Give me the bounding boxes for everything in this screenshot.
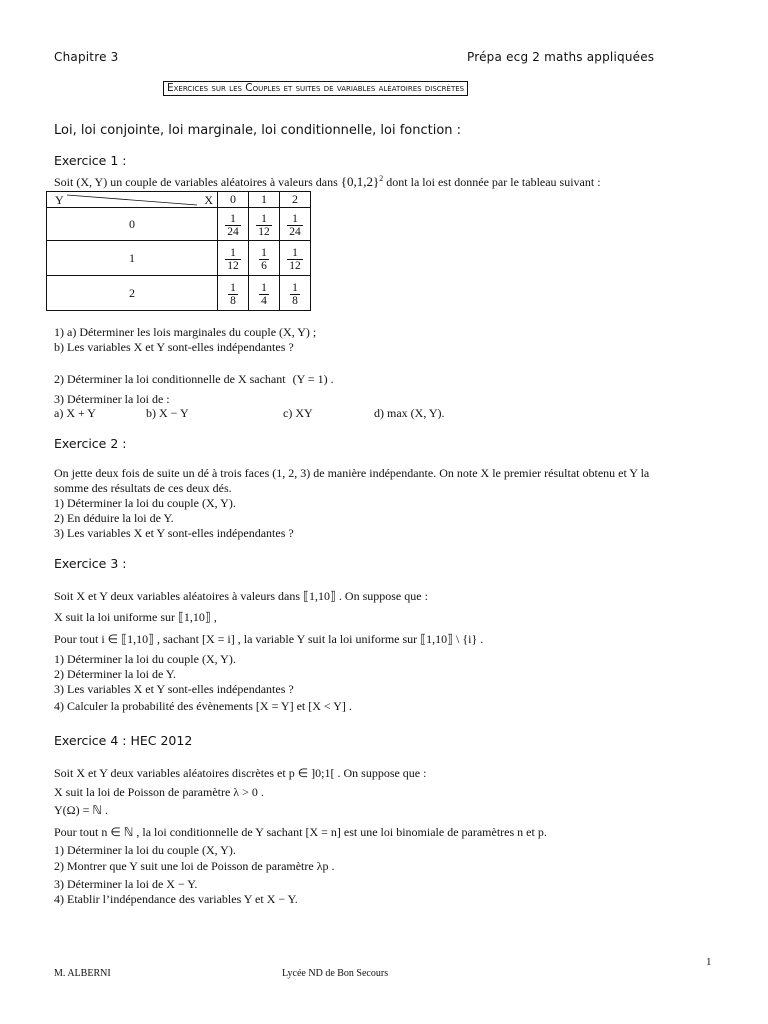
- intro-set: {0,1,2}: [340, 174, 380, 189]
- document-title: Exercices sur les Couples et suites de variables aléatoires discrètes: [163, 81, 468, 96]
- header-chapter: Chapitre 3: [54, 50, 119, 64]
- ex2-question-1: 1) Déterminer la loi du couple (X, Y).: [54, 496, 236, 510]
- exercise-1-intro: [54, 172, 601, 189]
- ex3-line: Pour tout i ∈ ⟦1,10⟧ , sachant [X = i] , la variable Y suit la loi uniforme sur ⟦1,10⟧ \ {i} .: [54, 632, 484, 646]
- table-cell: $\frac{1}{6}$: [249, 241, 280, 276]
- corner-diagonal: [47, 193, 217, 207]
- table-cell: $\frac{1}{12}$: [249, 208, 280, 241]
- header-class: Prépa ecg 2 maths appliquées: [467, 50, 655, 64]
- q2-condition: (Y = 1): [292, 372, 328, 386]
- table-cell: $\frac{1}{24}$: [280, 208, 311, 241]
- col-header: 0: [218, 192, 249, 208]
- row-header: 2: [47, 276, 218, 311]
- ex4-line: Pour tout n ∈ ℕ , la loi conditionnelle de Y sachant [X = n] est une loi binomiale de paramètres n et p.: [54, 825, 547, 839]
- joint-distribution-table: [46, 191, 311, 311]
- col-header: 2: [280, 192, 311, 208]
- ex1-question-3: 3) Déterminer la loi de :: [54, 392, 170, 406]
- table-row: [47, 208, 311, 241]
- ex1-question-1b: b) Les variables X et Y sont-elles indépendantes ?: [54, 340, 294, 354]
- ex3-question-1: 1) Déterminer la loi du couple (X, Y).: [54, 652, 236, 666]
- section-title: Loi, loi conjointe, loi marginale, loi conditionnelle, loi fonction :: [54, 123, 462, 138]
- intro-exponent: 2: [379, 174, 384, 183]
- ex3-line: Soit X et Y deux variables aléatoires à valeurs dans ⟦1,10⟧ . On suppose que :: [54, 589, 428, 603]
- footer-school: Lycée ND de Bon Secours: [282, 968, 389, 979]
- footer-author: M. ALBERNI: [54, 968, 111, 979]
- ex4-line: Soit X et Y deux variables aléatoires discrètes et p ∈ ]0;1[ . On suppose que :: [54, 766, 427, 780]
- q2-text: 2) Déterminer la loi conditionnelle de X sachant: [54, 372, 286, 386]
- page-number: 1: [706, 956, 712, 968]
- ex4-question-3: 3) Déterminer la loi de X − Y.: [54, 877, 198, 891]
- ex3-question-2: 2) Déterminer la loi de Y.: [54, 667, 176, 681]
- q2-end: .: [330, 372, 334, 386]
- ex1-q3-item: a) X + Y: [54, 406, 96, 420]
- ex4-line: X suit la loi de Poisson de paramètre λ > 0 .: [54, 785, 264, 799]
- ex4-question-4: 4) Etablir l’indépendance des variables Y et X − Y.: [54, 892, 298, 906]
- ex1-question-1a: 1) a) Déterminer les lois marginales du couple (X, Y) ;: [54, 325, 317, 339]
- ex3-question-4: 4) Calculer la probabilité des évènements [X = Y] et [X < Y] .: [54, 699, 352, 713]
- table-cell: $\frac{1}{8}$: [218, 276, 249, 311]
- exercise-2-title: Exercice 2 :: [54, 436, 127, 451]
- ex1-q3-item: d) max (X, Y).: [374, 406, 445, 420]
- table-row: [47, 276, 311, 311]
- corner-label-x: X: [204, 192, 213, 207]
- table-cell: $\frac{1}{12}$: [218, 241, 249, 276]
- ex3-line: X suit la loi uniforme sur ⟦1,10⟧ ,: [54, 610, 217, 624]
- ex1-q3-item: c) XY: [283, 406, 313, 420]
- col-header: 1: [249, 192, 280, 208]
- intro-text-a: Soit (X, Y) un couple de variables aléatoires à valeurs dans: [54, 175, 341, 189]
- corner-label-y: Y: [55, 192, 64, 207]
- ex1-q3-item: b) X − Y: [146, 406, 189, 420]
- table-cell: $\frac{1}{4}$: [249, 276, 280, 311]
- exercise-1-title: Exercice 1 :: [54, 153, 127, 168]
- ex4-question-1: 1) Déterminer la loi du couple (X, Y).: [54, 843, 236, 857]
- ex2-paragraph-line: On jette deux fois de suite un dé à trois faces (1, 2, 3) de manière indépendante. On note X le premier résultat obtenu et Y la: [54, 466, 650, 480]
- ex4-question-2: 2) Montrer que Y suit une loi de Poisson de paramètre λp .: [54, 859, 335, 873]
- ex1-question-2: [54, 372, 334, 386]
- table-cell: $\frac{1}{12}$: [280, 241, 311, 276]
- exercise-4-title: Exercice 4 : HEC 2012: [54, 733, 193, 748]
- ex2-question-2: 2) En déduire la loi de Y.: [54, 511, 174, 525]
- ex4-line: Y(Ω) = ℕ .: [54, 803, 108, 817]
- table-cell: $\frac{1}{24}$: [218, 208, 249, 241]
- ex2-paragraph-line: somme des résultats de ces deux dés.: [54, 481, 232, 495]
- row-header: 0: [47, 208, 218, 241]
- ex2-question-3: 3) Les variables X et Y sont-elles indépendantes ?: [54, 526, 294, 540]
- row-header: 1: [47, 241, 218, 276]
- table-cell: $\frac{1}{8}$: [280, 276, 311, 311]
- table-row: [47, 241, 311, 276]
- intro-text-b: dont la loi est donnée par le tableau suivant :: [383, 175, 601, 189]
- exercise-3-title: Exercice 3 :: [54, 556, 127, 571]
- table-corner: [47, 192, 218, 208]
- ex3-question-3: 3) Les variables X et Y sont-elles indépendantes ?: [54, 682, 294, 696]
